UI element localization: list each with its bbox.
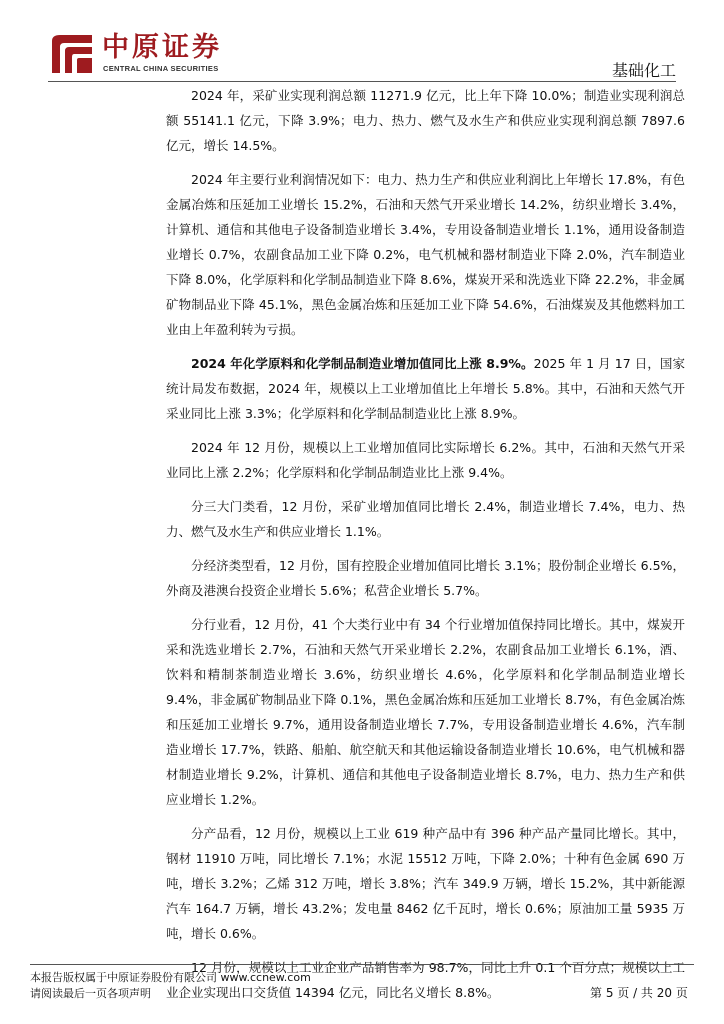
paragraph (166, 553, 685, 603)
paragraph (166, 83, 685, 158)
company-logo-chinese: 中原证券 (102, 32, 222, 63)
paragraph-text: 2024 年 12 月份，规模以上工业增加值同比实际增长 6.2%。其中，石油和天然气开采业同比上涨 2.2%；化学原料和化学制品制造业比上涨 9.4%。 (166, 440, 685, 480)
paragraph-text: 12 月份，规模以上工业企业产品销售率为 98.7%，同比上升 0.1 个百分点；规模以上工业企业实现出口交货值 14394 亿元，同比名义增长 8.8%。 (166, 960, 685, 1000)
paragraph (166, 612, 685, 812)
company-logo-icon (48, 33, 94, 75)
paragraph-text: 分经济类型看，12 月份，国有控股企业增加值同比增长 3.1%；股份制企业增长 6.5%，外商及港澳台投资企业增长 5.6%；私营企业增长 5.7%。 (166, 558, 685, 598)
paragraph-text: 分三大门类看，12 月份，采矿业增加值同比增长 2.4%，制造业增长 7.4%，电力、热力、燃气及水生产和供应业增长 1.1%。 (166, 499, 685, 539)
copyright-notice: 本报告版权属于中原证券股份有限公司 www.ccnew.com (30, 971, 311, 984)
paragraph (166, 821, 685, 946)
header-divider (48, 81, 676, 82)
page-header (0, 0, 724, 82)
page-indicator: 第 5 页 / 共 20 页 (590, 986, 688, 1000)
footer-divider (30, 964, 694, 965)
disclaimer-notice: 请阅读最后一页各项声明 (30, 987, 151, 1000)
paragraph-text: 2025 年 1 月 17 日，国家统计局发布数据，2024 年，规模以上工业增加值比上年增长 5.8%。其中，石油和天然气开采业同比上涨 3.3%；化学原料和化学制品制造业比上涨 8.9%。 (166, 356, 685, 421)
paragraph (166, 435, 685, 485)
paragraph (166, 167, 685, 342)
report-body (166, 83, 685, 1014)
paragraph-bold-lead: 2024 年化学原料和化学制品制造业增加值同比上涨 8.9%。 (191, 356, 534, 371)
company-logo-english: CENTRAL CHINA SECURITIES (103, 64, 219, 73)
paragraph-text: 2024 年，采矿业实现利润总额 11271.9 亿元，比上年下降 10.0%；制造业实现利润总额 55141.1 亿元，下降 3.9%；电力、热力、燃气及水生产和供应业实现利润总额 7897.6 亿元，增长 14.5%。 (166, 88, 685, 153)
page-footer (0, 960, 724, 1024)
paragraph-text: 2024 年主要行业利润情况如下：电力、热力生产和供应业利润比上年增长 17.8%，有色金属冶炼和压延加工业增长 15.2%，石油和天然气开采业增长 14.2%，纺织业增长 3.4%，计算机、通信和其他电子设备制造业增长 3.4%，专用设备制造业增长 1.1%，通用设备制造业增长 0.7%，农副食品加工业下降 0.2%，电气机械和器材制造业下降 2.0%，汽车制造业下降 8.0%，化学原料和化学制品制造业下降 8.6%，煤炭开采和洗选业下降 22.2%，非金属矿物制品业下降 45.1%，黑色金属冶炼和压延加工业下降 54.6%，石油煤炭及其他燃料加工业由上年盈利转为亏损。 (166, 172, 685, 337)
paragraph-text: 分行业看，12 月份，41 个大类行业中有 34 个行业增加值保持同比增长。其中，煤炭开采和洗选业增长 2.7%，石油和天然气开采业增长 2.2%，农副食品加工业增长 6.1%，酒、饮料和精制茶制造业增长 3.6%，纺织业增长 4.6%，化学原料和化学制品制造业增长 9.4%，非金属矿物制品业下降 0.1%，黑色金属冶炼和压延加工业增长 8.7%，有色金属冶炼和压延加工业增长 9.7%，通用设备制造业增长 7.7%，专用设备制造业增长 4.6%，汽车制造业增长 17.7%，铁路、船舶、航空航天和其他运输设备制造业增长 10.6%，电气机械和器材制造业增长 9.2%，计算机、通信和其他电子设备制造业增长 8.7%，电力、热力生产和供应业增长 1.2%。 (166, 617, 685, 807)
paragraph-text: 分产品看，12 月份，规模以上工业 619 种产品中有 396 种产品产量同比增长。其中，钢材 11910 万吨，同比增长 7.1%；水泥 15512 万吨，下降 2.0%；十种有色金属 690 万吨，增长 3.2%；乙烯 312 万吨，增长 3.8%；汽车 349.9 万辆，增长 15.2%，其中新能源汽车 164.7 万辆，增长 43.2%；发电量 8462 亿千瓦时，增长 0.6%；原油加工量 5935 万吨，增长 0.6%。 (166, 826, 685, 941)
paragraph (166, 494, 685, 544)
section-title: 基础化工 (611, 61, 676, 80)
paragraph (166, 351, 685, 426)
